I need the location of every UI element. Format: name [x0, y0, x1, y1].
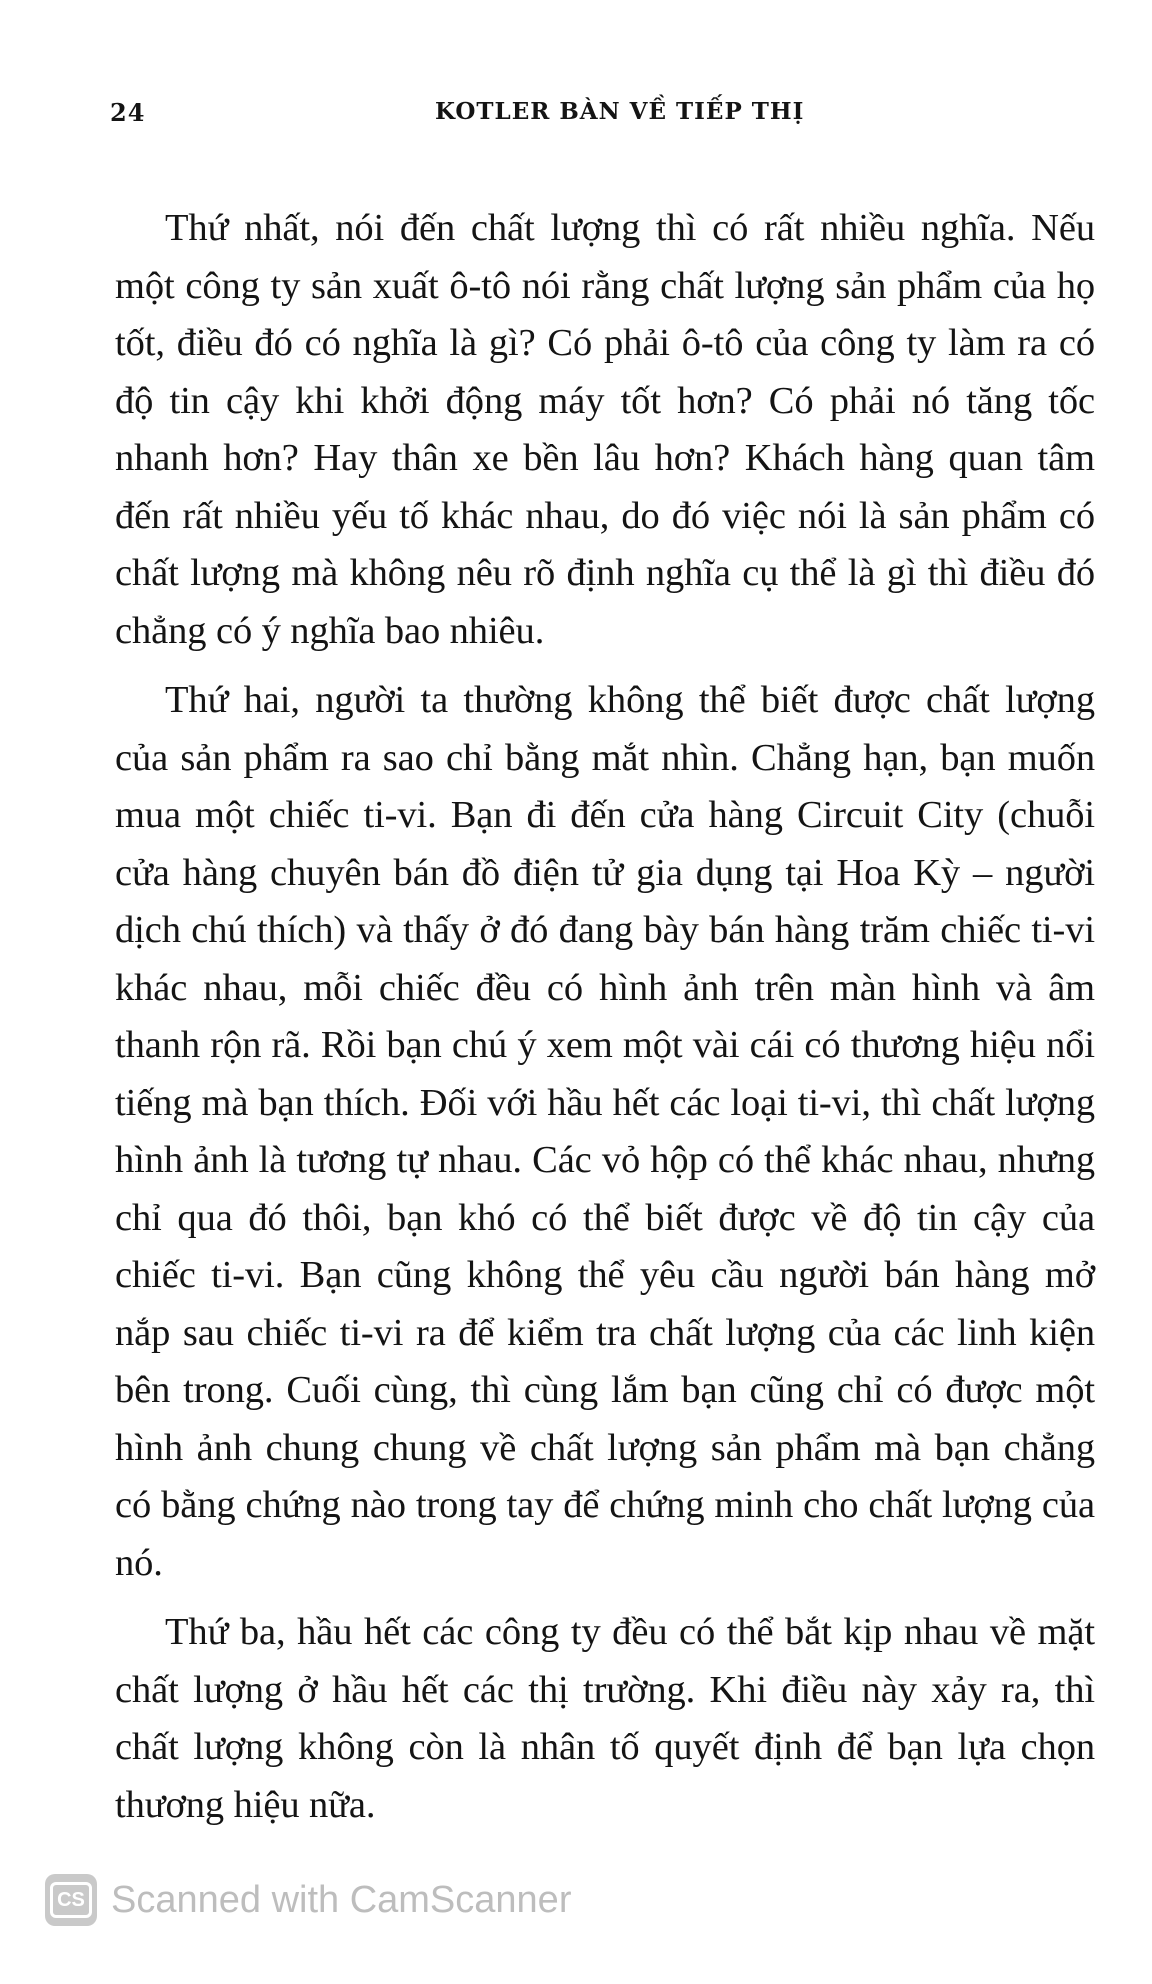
watermark-text: Scanned with CamScanner	[111, 1878, 572, 1921]
paragraph-quality-meaning: Thứ nhất, nói đến chất lượng thì có rất nhiều nghĩa. Nếu một công ty sản xuất ô-tô nói rằng chất lượng sản phẩm của họ tốt, điều đó có nghĩa là gì? Có phải ô-tô của công ty làm ra có độ tin cậy khi khởi động máy tốt hơn? Có phải nó tăng tốc nhanh hơn? Hay thân xe bền lâu hơn? Khách hàng quan tâm đến rất nhiều yếu tố khác nhau, do đó việc nói là sản phẩm có chất lượng mà không nêu rõ định nghĩa cụ thể là gì thì điều đó chẳng có ý nghĩa bao nhiêu.	[115, 207, 1095, 652]
page-header	[110, 98, 1060, 138]
camscanner-logo-text: CS	[50, 1882, 92, 1918]
camscanner-logo-icon	[45, 1874, 97, 1926]
paragraph-quality-visibility: Thứ hai, người ta thường không thể biết được chất lượng của sản phẩm ra sao chỉ bằng mắt nhìn. Chẳng hạn, bạn muốn mua một chiếc ti-vi. Bạn đi đến cửa hàng Circuit City (chuỗi cửa hàng chuyên bán đồ điện tử gia dụng tại Hoa Kỳ – người dịch chú thích) và thấy ở đó đang bày bán hàng trăm chiếc ti-vi khác nhau, mỗi chiếc đều có hình ảnh trên màn hình và âm thanh rộn rã. Rồi bạn chú ý xem một vài cái có thương hiệu nổi tiếng mà bạn thích. Đối với hầu hết các loại ti-vi, thì chất lượng hình ảnh là tương tự nhau. Các vỏ hộp có thể khác nhau, nhưng chỉ qua đó thôi, bạn khó có thể biết được về độ tin cậy của chiếc ti-vi. Bạn cũng không thể yêu cầu người bán hàng mở nắp sau chiếc ti-vi ra để kiểm tra chất lượng của các linh kiện bên trong. Cuối cùng, thì cùng lắm bạn cũng chỉ có được một hình ảnh chung chung về chất lượng sản phẩm mà bạn chẳng có bằng chứng nào trong tay để chứng minh cho chất lượng của nó.	[115, 679, 1095, 1584]
body-text	[115, 200, 1095, 1834]
camscanner-watermark	[45, 1872, 571, 1928]
page-number: 24	[110, 98, 146, 127]
running-title: KOTLER BÀN VỀ TIẾP THỊ	[435, 98, 805, 125]
paragraph-quality-parity: Thứ ba, hầu hết các công ty đều có thể bắt kịp nhau về mặt chất lượng ở hầu hết các thị trường. Khi điều này xảy ra, thì chất lượng không còn là nhân tố quyết định để bạn lựa chọn thương hiệu nữa.	[115, 1611, 1095, 1826]
